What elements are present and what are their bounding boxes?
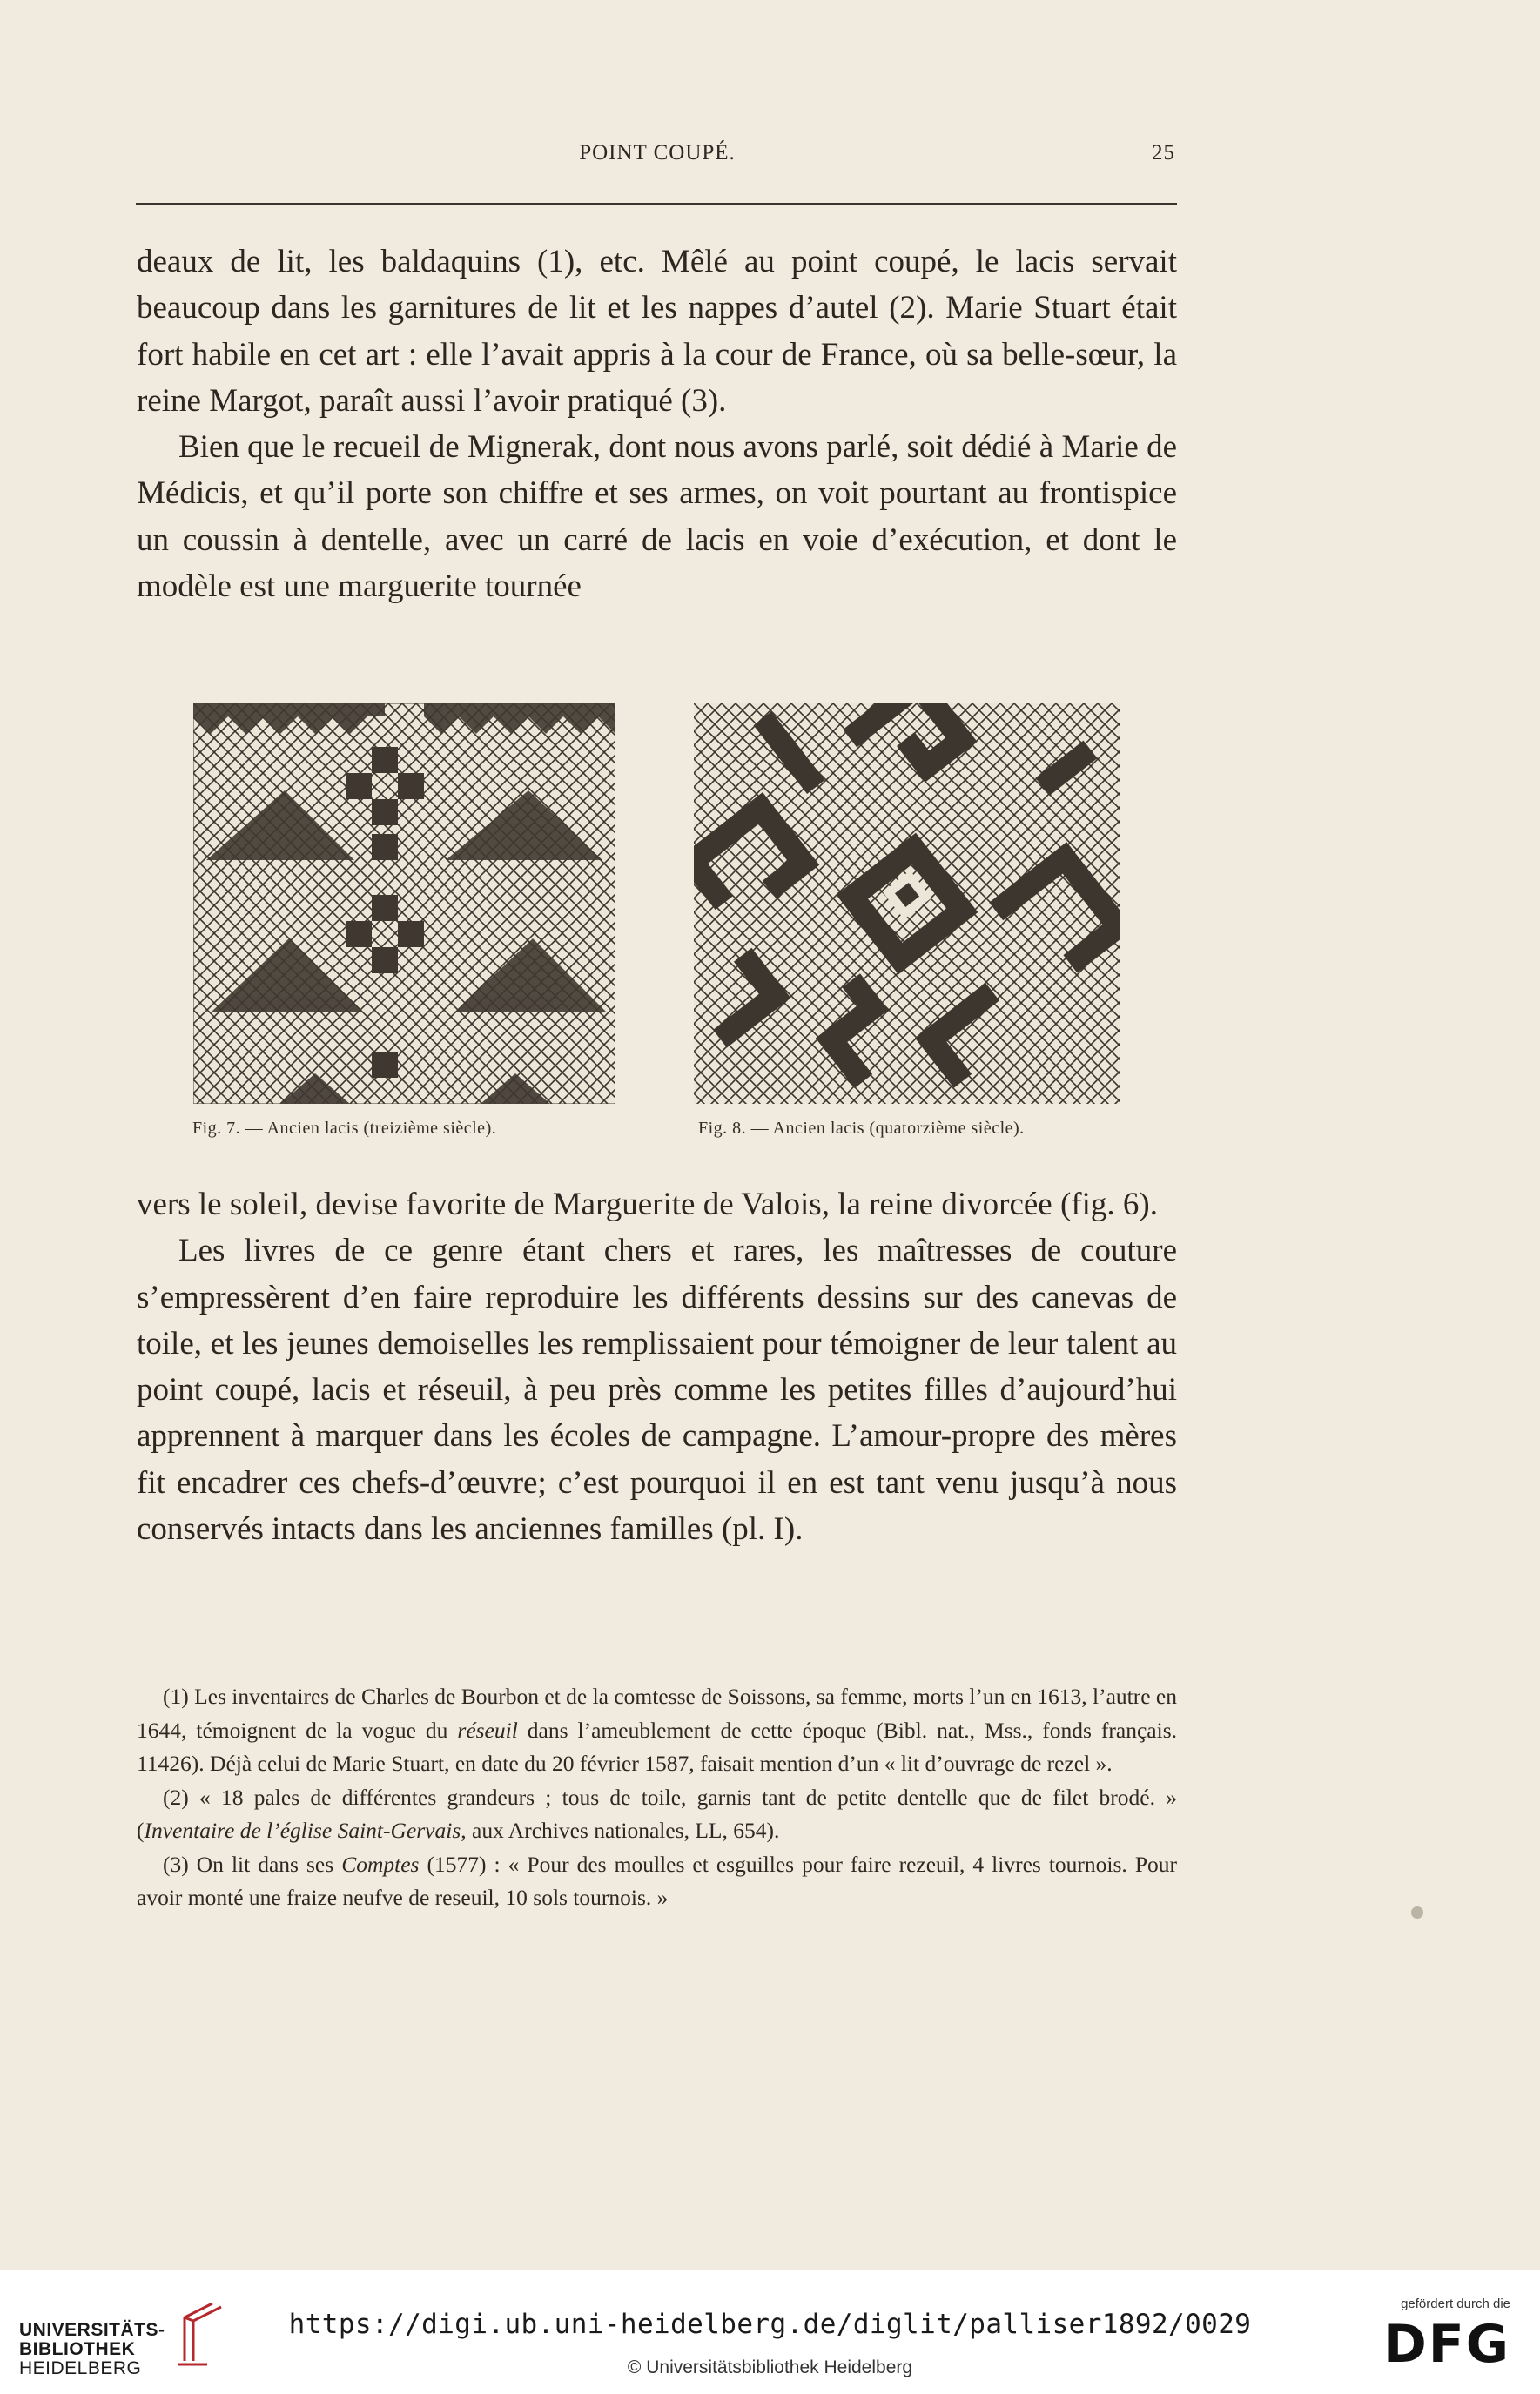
digitization-footer (0, 2270, 1540, 2394)
footnote-italic: Inventaire de l’église Saint-Gervais (144, 1818, 461, 1843)
figure-7 (192, 703, 615, 1138)
footnotes (137, 1680, 1177, 1915)
footnote-text: , aux Archives nationales, LL, 654). (461, 1818, 780, 1843)
body-text-bottom (137, 1181, 1177, 1552)
paragraph: deaux de lit, les baldaquins (1), etc. Mêlé au point coupé, le lacis servait beaucoup dans les garnitures de lit et les nappes d’autel (2). Marie Stuart était fort habile en cet art : elle l’avait appris à la cour de France, où sa belle-sœur, la reine Margot, paraît aussi l’avoir pratiqué (3). (137, 244, 1177, 419)
footnote-text: (1577) : « Pour des moulles et esguilles pour faire rezeuil, 4 livres tournois. Pour avoir monté une fraize neufve de reseuil, 10 sols tournois. » (137, 1851, 1178, 1910)
footnote-text: dans l’ameublement de cette époque (Bibl. nat., Mss., fonds français. 11426). Déjà celui de Marie Stuart, en date du 20 février 1587, faisait mention d’un « lit d’ouvrage de rezel ». (137, 1717, 1177, 1776)
dfg-logo: DFG (1382, 2314, 1510, 2375)
copyright-notice: © Universitätsbibliothek Heidelberg (627, 2357, 913, 2377)
paper-speck (1411, 1906, 1423, 1919)
footnote-text: (3) On lit dans ses (163, 1851, 342, 1877)
figure-7-caption: Fig. 7. — Ancien lacis (treizième siècle). (192, 1119, 497, 1138)
permalink-url[interactable]: https://digi.ub.uni-heidelberg.de/diglit/palliser1892/0029 (288, 2309, 1252, 2340)
footnote-2 (137, 1781, 1177, 1848)
running-head (139, 141, 1175, 179)
page-number: 25 (1152, 141, 1175, 165)
paragraph: Les livres de ce genre étant chers et rares, les maîtresses de couture s’empressèrent d’en faire reproduire les différents dessins sur des canevas de toile, et les jeunes demoiselles les remplissaient pour témoigner de leur talent au point coupé, lacis et réseuil, à peu près comme les petites filles d’aujourd’hui apprennent à marquer dans les écoles de campagne. L’amour-propre des mères fit encadrer ces chefs-d’œuvre; c’est pourquoi il en est tant venu jusqu’à nous conservés intacts dans les anciennes familles (pl. I). (137, 1233, 1177, 1548)
footnote-text: (2) « 18 pales de différentes grandeurs ; tous de toile, garnis tant de petite dentelle que de filet brodé. » ( (137, 1784, 1177, 1843)
figure-8-caption: Fig. 8. — Ancien lacis (quatorzième siècle). (698, 1119, 1025, 1138)
footnote-italic: réseuil (457, 1717, 518, 1743)
paragraph: Bien que le recueil de Mignerak, dont nous avons parlé, soit dédié à Marie de Médicis, et qu’il porte son chiffre et ses armes, on voit pourtant au frontispice un coussin à dentelle, avec un carré de lacis en voie d’exécution, et dont le modèle est une marguerite tournée (137, 429, 1177, 605)
library-line-3: HEIDELBERG (19, 2358, 142, 2378)
figure-8 (694, 703, 1120, 1138)
lace-pattern-8-image (694, 703, 1120, 1104)
running-title: POINT COUPÉ. (579, 141, 736, 165)
library-line-1: UNIVERSITÄTS- (19, 2320, 165, 2340)
footnote-text: (1) Les inventaires de Charles de Bourbon et de la comtesse de Soissons, sa femme, morts l’un en 1613, l’autre en 1644, témoignent de la vogue du (137, 1684, 1177, 1743)
library-line-2: BIBLIOTHEK (19, 2339, 136, 2359)
footnote-3 (137, 1848, 1177, 1915)
funder-logo[interactable] (1371, 2296, 1510, 2384)
lace-pattern-7-image (193, 703, 615, 1104)
footnote-1 (137, 1680, 1177, 1781)
paragraph: vers le soleil, devise favorite de Marguerite de Valois, la reine divorcée (fig. 6). (137, 1187, 1158, 1222)
header-rule (136, 203, 1177, 205)
funder-caption: gefördert durch die (1401, 2296, 1510, 2311)
body-text-top (137, 239, 1177, 609)
footnote-italic: Comptes (341, 1851, 420, 1877)
figures (137, 703, 1177, 1147)
